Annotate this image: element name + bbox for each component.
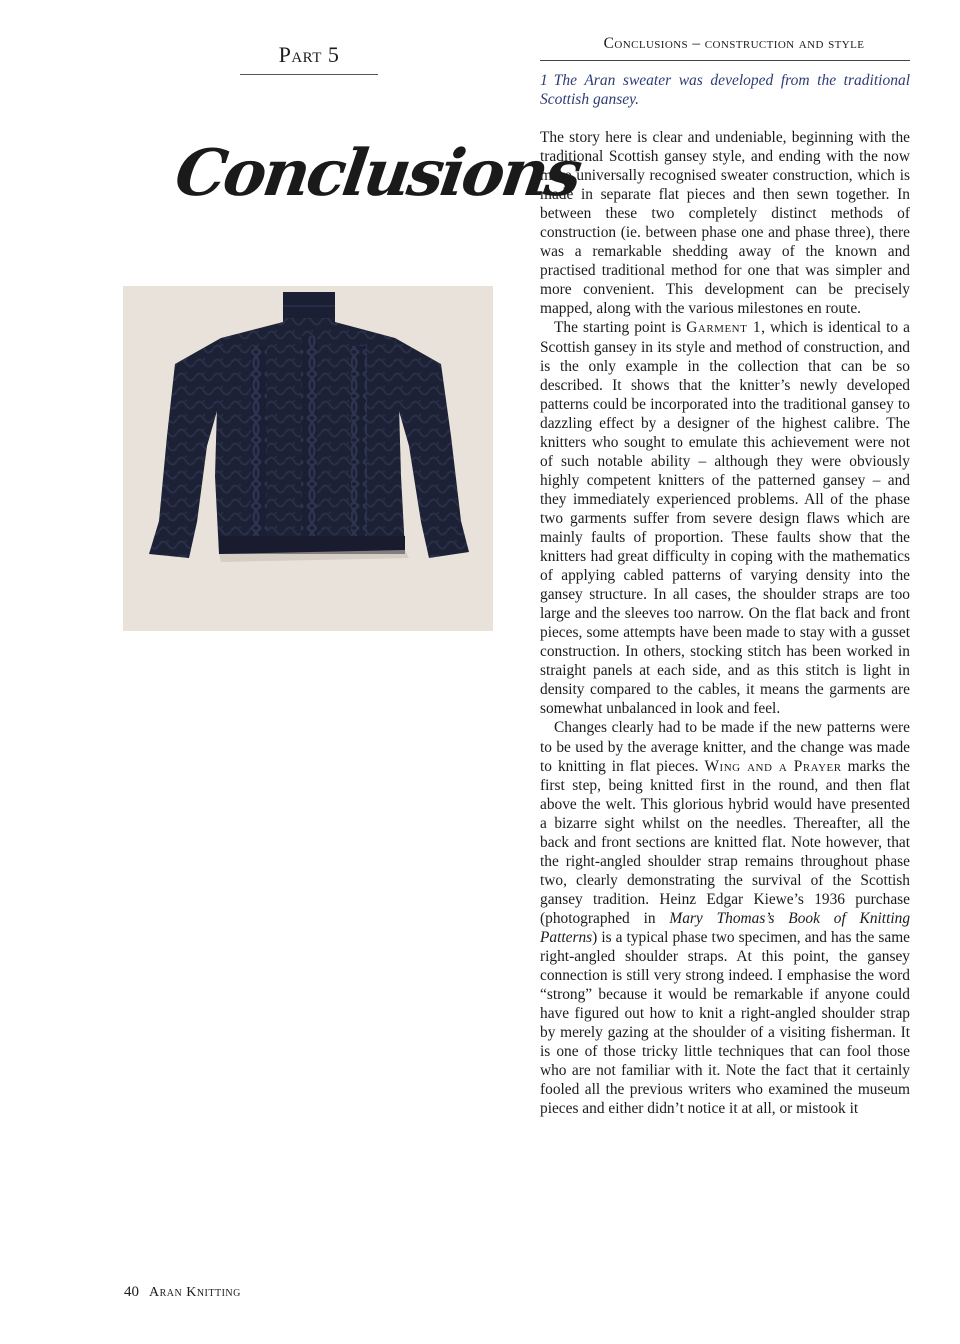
body-text <box>540 128 910 1118</box>
photo-caption <box>540 71 910 109</box>
paragraph-2-text-a: The starting point is <box>554 319 687 337</box>
book-reference: Mary Thomas’s Book of Knitting Patterns <box>540 909 911 946</box>
paragraph-1: The story here is clear and undeniable, beginning with the traditional Scottish gansey style, and ending with the now more universally recognised sweater construction, which is made in separate flat pieces and then sewn together. In between these two completely distinct methods of construction (ie. between phase one and phase three), there was a remarkable shedding away of the known and practised traditional method for one that was simpler and more convenient. This development can be precisely mapped, along with the various milestones en route. <box>540 129 910 318</box>
garment-name-reference: Wing and a Prayer <box>704 757 842 775</box>
garment-reference: Garment 1 <box>686 319 762 337</box>
part-heading-rule <box>240 74 378 75</box>
paragraph-2 <box>540 318 910 718</box>
paragraph-3 <box>540 718 910 1118</box>
book-title: Aran Knitting <box>149 1285 241 1300</box>
chapter-title: Conclusions <box>170 136 584 211</box>
paragraph-2-text-b: , which is identical to a Scottish gansey in its style and method of construction, and is the only example in the collection that can be so described. It shows that the knitter’s newly developed patterns could be incorporated into the traditional gansey to dazzling effect by a designer of the highest calibre. The knitters who sought to emulate this achievement were not of such notable ability – although they were obviously highly competent knitters of the patterned gansey – and they immediately experienced problems. All of the phase two garments suffer from severe design flaws which are mainly faults of proportion. These faults show that the knitters had great difficulty in coping with the mathematics of applying cabled patterns of varying density into the gansey structure. In all cases, the shoulder straps are too large and the sleeves too narrow. On the flat back and front pieces, some attempts have been made to stay with a gusset construction. In others, stocking stitch has been worked in straight panels at each side, and as this stitch is light in density compared to the cables, it means the garments are somewhat unbalanced in look and feel. <box>540 319 910 718</box>
caption-text: The Aran sweater was developed from the traditional Scottish gansey. <box>540 72 910 108</box>
page-number: 40 <box>124 1284 139 1300</box>
sweater-illustration <box>123 286 493 631</box>
page-footer <box>124 1284 241 1301</box>
sweater-photo <box>123 286 493 631</box>
paragraph-3-text-c: ) is a typical phase two specimen, and has the same right-angled shoulder straps. At this point, the gansey connection is still very strong indeed. I emphasise the word “strong” because it would be remarkable if anyone could have figured out how to knit a right-angled shoulder strap by merely gazing at the shoulder of a visiting fisherman. It is one of those tricky little techniques that can fool those who are not familiar with it. Note the fact that it certainly fooled all the previous writers who examined the museum pieces and either didn’t notice it at all, or mistook it <box>540 928 910 1118</box>
paragraph-3-text-b: marks the first step, being knitted first in the round, and then flat above the welt. This glorious hybrid would have presented a bizarre sight whilst on the needles. Thereafter, all the back and front sections are knitted flat. Note however, that the right-angled shoulder strap remains throughout phase two, clearly demonstrating the survival of the Scottish gansey tradition. Heinz Edgar Kiewe’s 1936 purchase (photographed in <box>540 757 910 927</box>
running-head: Conclusions – construction and style <box>603 35 865 52</box>
paragraph-3-text-a: Changes clearly had to be made if the new patterns were to be used by the average knitter, and the change was made to knitting in flat pieces. <box>540 719 910 775</box>
running-head-rule <box>540 60 910 61</box>
caption-number: 1 <box>540 72 548 89</box>
part-heading: Part 5 <box>278 42 340 67</box>
